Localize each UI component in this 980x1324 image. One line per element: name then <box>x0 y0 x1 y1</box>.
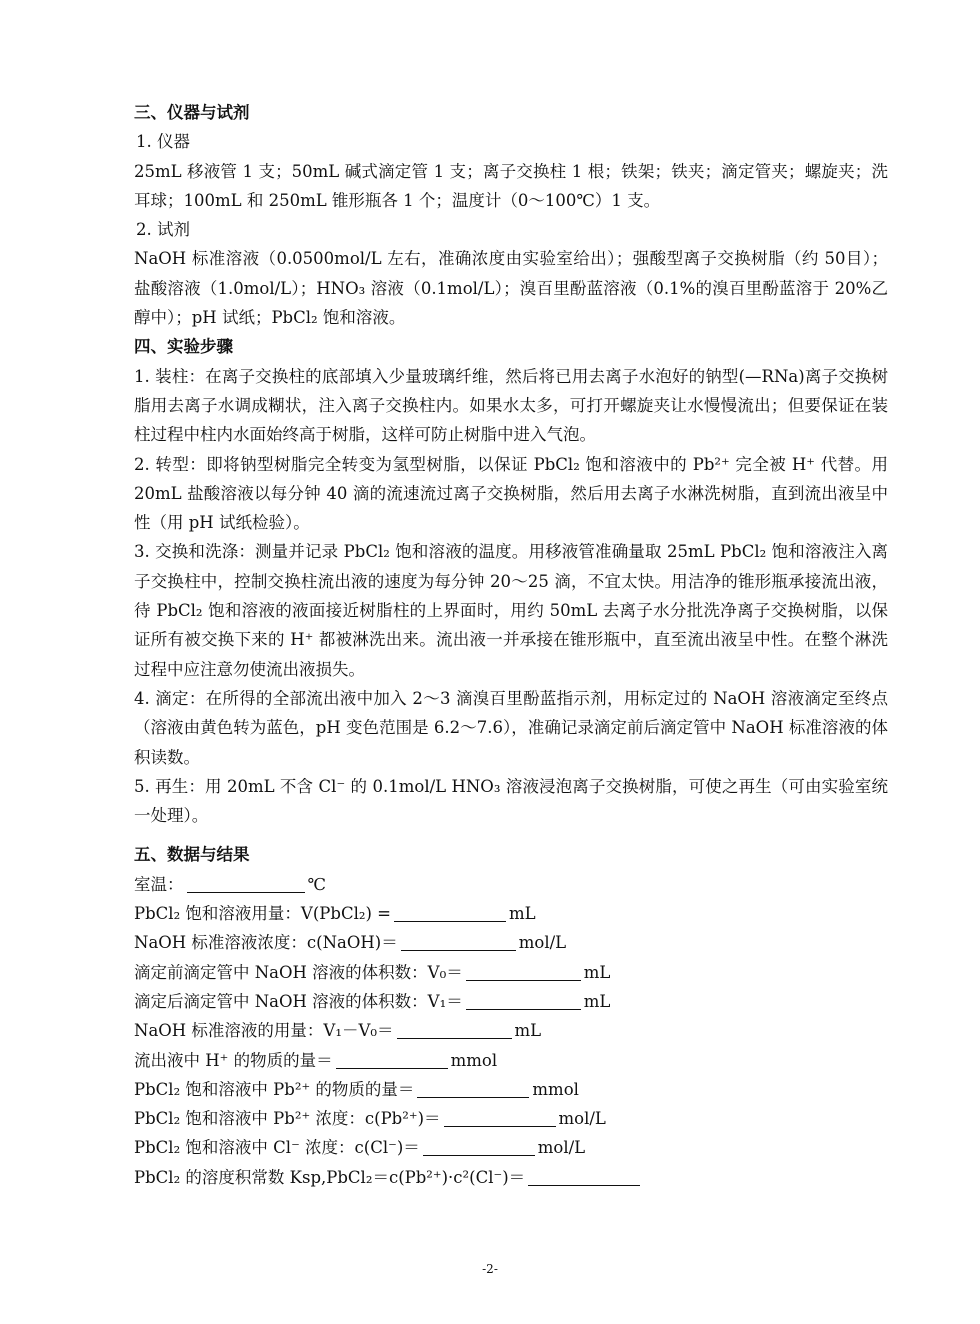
field-v1: 滴定后滴定管中 NaOH 溶液的体积数：V₁＝ mL <box>134 991 611 1011</box>
step-2: 2. 转型：即将钠型树脂完全转变为氢型树脂，以保证 PbCl₂ 饱和溶液中的 Pb²⁺ 完全被 H⁺ 代替。用 20mL 盐酸溶液以每分钟 40 滴的流速流过离子交换树脂，然后用去离子水淋洗树脂，直到流出液呈中性（用 pH 试纸检验）。 <box>134 454 888 533</box>
section3-title: 三、仪器与试剂 <box>134 103 250 122</box>
step-1: 1. 装柱：在离子交换柱的底部填入少量玻璃纤维，然后将已用去离子水泡好的钠型(—RNa)离子交换树脂用去离子水调成糊状，注入离子交换柱内。如果水太多，可打开螺旋夹让水慢慢流出；但要保证在装柱过程中柱内水面始终高于树脂，这样可防止树脂中进入气泡。 <box>134 366 888 445</box>
blank-line[interactable] <box>444 1108 556 1127</box>
instruments-title: 1. 仪器 <box>136 132 190 152</box>
step-3: 3. 交换和洗涤：测量并记录 PbCl₂ 饱和溶液的温度。用移液管准确量取 25mL PbCl₂ 饱和溶液注入离子交换柱中，控制交换柱流出液的速度为每分钟 20～25 滴，不宜太快。用洁净的锥形瓶承接流出液，待 PbCl₂ 饱和溶液的液面接近树脂柱的上界面时，用约 50mL 去离子水分批洗净离子交换树脂，以保证所有被交换下来的 H⁺ 都被淋洗出来。流出液一并承接在锥形瓶中，直至流出液呈中性。在整个淋洗过程中应注意勿使流出液损失。 <box>134 542 888 679</box>
reagents-text: NaOH 标准溶液（0.0500mol/L 左右，准确浓度由实验室给出）；强酸型离子交换树脂（约 50目）；盐酸溶液（1.0mol/L）；HNO₃ 溶液（0.1mol/L）；溴百里酚蓝溶液（0.1%的溴百里酚蓝溶于 20%乙醇中）；pH 试纸；PbCl₂ 饱和溶液。 <box>134 249 888 328</box>
instruments-text: 25mL 移液管 1 支；50mL 碱式滴定管 1 支；离子交换柱 1 根；铁架；铁夹；滴定管夹；螺旋夹；洗耳球；100mL 和 250mL 锥形瓶各 1 个；温度计（0～100℃）1 支。 <box>134 161 888 210</box>
step-4: 4. 滴定：在所得的全部流出液中加入 2～3 滴溴百里酚蓝指示剂，用标定过的 NaOH 溶液滴定至终点（溶液由黄色转为蓝色，pH 变色范围是 6.2～7.6），准确记录滴定前后滴定管中 NaOH 标准溶液的体积读数。 <box>134 688 888 767</box>
field-pb-concentration: PbCl₂ 饱和溶液中 Pb²⁺ 浓度：c(Pb²⁺)＝ mol/L <box>134 1109 606 1129</box>
blank-line[interactable] <box>466 991 581 1010</box>
field-naoh-used: NaOH 标准溶液的用量：V₁－V₀＝ mL <box>134 1021 542 1041</box>
blank-line[interactable] <box>423 1137 535 1156</box>
field-pbcl2-volume: PbCl₂ 饱和溶液用量：V(PbCl₂) = mL <box>134 904 536 924</box>
field-room-temp: 室温： ℃ <box>134 874 326 894</box>
document-body <box>134 98 888 1192</box>
reagents-title: 2. 试剂 <box>136 220 190 240</box>
blank-line[interactable] <box>417 1079 529 1098</box>
field-ksp: PbCl₂ 的溶度积常数 Ksp,PbCl₂＝c(Pb²⁺)·c²(Cl⁻)＝ <box>134 1163 888 1192</box>
blank-line[interactable] <box>394 903 506 922</box>
field-pb-amount: PbCl₂ 饱和溶液中 Pb²⁺ 的物质的量＝ mmol <box>134 1079 579 1099</box>
blank-line[interactable] <box>397 1020 512 1039</box>
blank-line[interactable] <box>528 1167 640 1186</box>
section4-title: 四、实验步骤 <box>134 337 233 357</box>
field-v0: 滴定前滴定管中 NaOH 溶液的体积数：V₀＝ mL <box>134 962 611 982</box>
field-naoh-concentration: NaOH 标准溶液浓度：c(NaOH)＝ mol/L <box>134 933 567 953</box>
blank-line[interactable] <box>187 874 305 893</box>
step-5: 5. 再生：用 20mL 不含 Cl⁻ 的 0.1mol/L HNO₃ 溶液浸泡离子交换树脂，可使之再生（可由实验室统一处理）。 <box>134 776 888 826</box>
section5-title: 五、数据与结果 <box>134 845 250 865</box>
field-h-amount: 流出液中 H⁺ 的物质的量＝ mmol <box>134 1050 498 1070</box>
page-number: -2- <box>482 1262 498 1276</box>
field-cl-concentration: PbCl₂ 饱和溶液中 Cl⁻ 浓度：c(Cl⁻)＝ mol/L <box>134 1138 586 1158</box>
blank-line[interactable] <box>466 962 581 981</box>
blank-line[interactable] <box>336 1050 448 1069</box>
blank-line[interactable] <box>401 932 516 951</box>
